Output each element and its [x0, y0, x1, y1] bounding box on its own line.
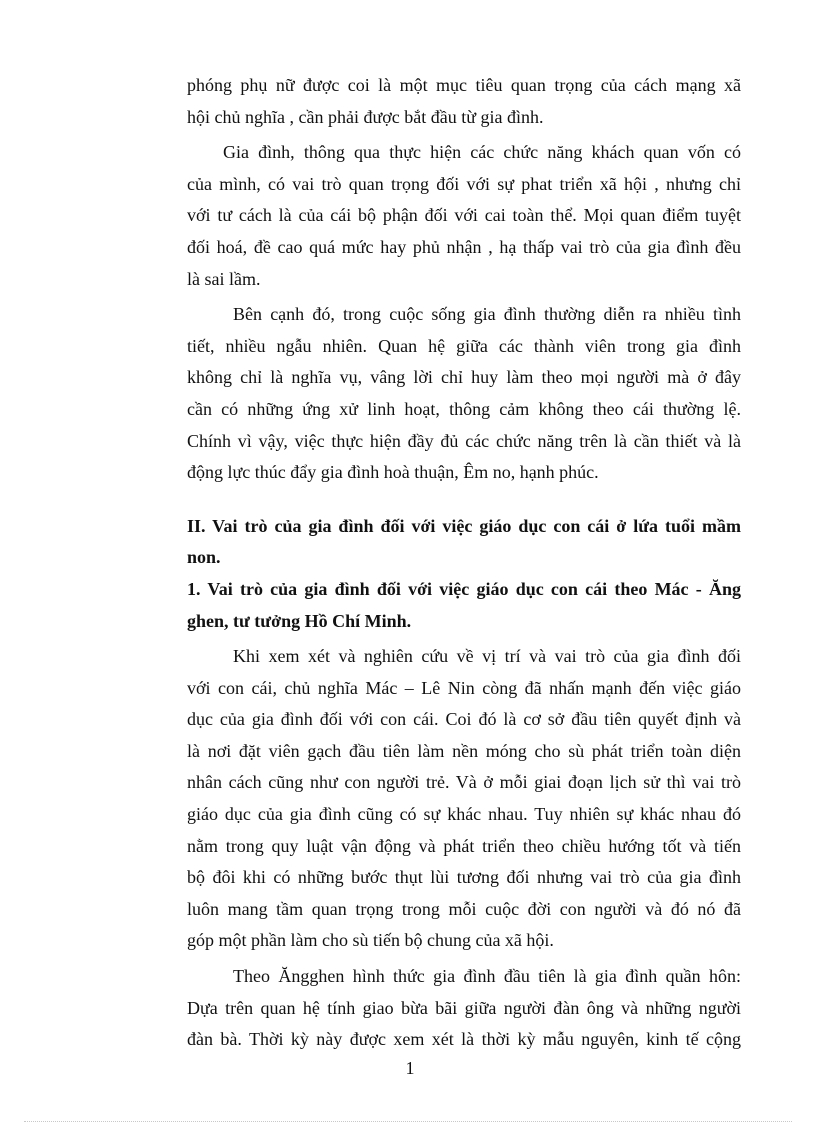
paragraph-family-life: [187, 299, 741, 489]
heading-line: ghen, tư tưởng Hồ Chí Minh.: [187, 610, 412, 631]
text-line: với con cái, chủ nghĩa Mác – Lê Nin còng đã nhấn mạnh đến việc giáo: [187, 677, 741, 698]
paragraph-engels-view: [187, 961, 741, 1056]
paragraph-marxist-view: [187, 641, 741, 957]
text-line: Theo Ăngghen hình thức gia đình đầu tiên là gia đình quần hôn:: [233, 966, 741, 987]
text-line: động lực thúc đẩy gia đình hoà thuận, Êm no, hạnh phúc.: [187, 462, 599, 483]
text-line: bộ đôi khi có những bước thụt lùi tương đối nhưng vai trò của gia đình: [187, 867, 741, 888]
text-line: tiết, nhiều ngẫu nhiên. Quan hệ giữa các thành viên trong gia đình: [187, 335, 741, 356]
text-line: phóng phụ nữ được coi là một mục tiêu quan trọng của cách mạng xã: [187, 75, 741, 95]
text-line: góp một phần làm cho sù tiến bộ chung của xã hội.: [187, 930, 554, 951]
text-line: nhân cách cũng như con người trẻ. Và ở mỗi giai đoạn lịch sử thì vai trò: [187, 772, 741, 793]
text-line: giáo dục của gia đình cũng có sự khác nhau. Tuy nhiên sự khác nhau đó: [187, 804, 741, 825]
subsection-heading: [187, 574, 741, 637]
page-number: 1: [405, 1058, 415, 1078]
text-line: cần có những ứng xử linh hoạt, thông cảm không theo cái thường lệ.: [187, 398, 741, 419]
text-line: với tư cách là của cái bộ phận đối với cai toàn thể. Mọi quan điểm tuyệt: [187, 205, 741, 226]
heading-line: 1. Vai trò của gia đình đối với việc giáo dục con cái theo Mác - Ăng: [187, 578, 741, 599]
text-line: dục của gia đình đối với con cái. Coi đó là cơ sở đầu tiên quyết định và: [187, 709, 741, 730]
text-line: Bên cạnh đó, trong cuộc sống gia đình thường diễn ra nhiều tình: [233, 304, 741, 325]
paragraph-continuation: [187, 70, 741, 133]
text-line: Chính vì vậy, việc thực hiện đầy đủ các chức năng trên là cần thiết và là: [187, 430, 741, 451]
heading-line: non.: [187, 547, 221, 568]
paragraph-family-role: [187, 137, 741, 295]
page-bottom-rule: [24, 1121, 792, 1122]
text-line: Khi xem xét và nghiên cứu về vị trí và vai trò của gia đình đối: [233, 646, 741, 667]
heading-line: II. Vai trò của gia đình đối với việc giáo dục con cái ở lứa tuổi mầm: [187, 515, 741, 536]
text-line: nằm trong quy luật vận động và phát triển theo chiều hướng tốt và tiến: [187, 835, 741, 856]
text-line: là sai lầm.: [187, 268, 261, 289]
section-heading: [187, 511, 741, 574]
text-line: không chỉ là nghĩa vụ, vâng lời chỉ huy làm theo mọi người mà ở đây: [187, 367, 741, 388]
page-body: [187, 70, 741, 1056]
text-line: đàn bà. Thời kỳ này được xem xét là thời kỳ mẫu nguyên, kinh tế cộng: [187, 1029, 741, 1050]
text-line: hội chủ nghĩa , cần phải được bắt đầu từ gia đình.: [187, 106, 544, 127]
text-line: Dựa trên quan hệ tính giao bừa bãi giữa người đàn ông và những người: [187, 997, 741, 1018]
text-line: luôn mang tầm quan trọng trong mỗi cuộc đời con người và đó nó đã: [187, 898, 741, 919]
text-line: Gia đình, thông qua thực hiện các chức năng khách quan vốn có: [223, 142, 741, 163]
text-line: của mình, có vai trò quan trọng đối với sự phat triển xã hội , nhưng chỉ: [187, 173, 741, 194]
text-line: là nơi đặt viên gạch đầu tiên làm nền móng cho sù phát triển toàn diện: [187, 740, 741, 761]
text-line: đối hoá, đề cao quá mức hay phủ nhận , hạ thấp vai trò của gia đình đều: [187, 236, 741, 257]
